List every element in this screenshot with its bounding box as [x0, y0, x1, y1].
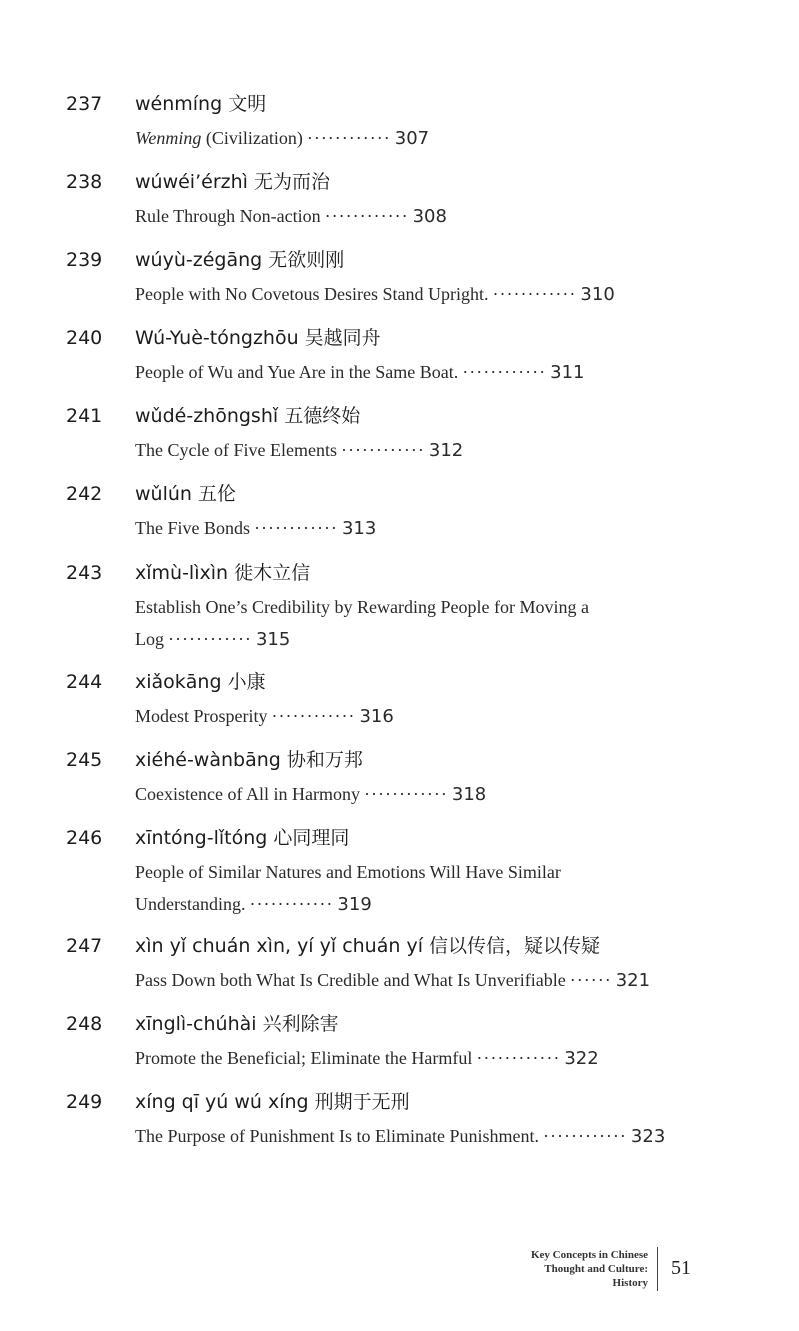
- entry-hanzi: 信以传信，疑以传疑: [429, 935, 601, 957]
- page-number: 51: [671, 1257, 691, 1279]
- dot-leader: ············: [363, 784, 448, 804]
- footer-divider: [657, 1247, 658, 1291]
- entry-page: 323: [630, 1126, 666, 1147]
- entry-heading: [135, 747, 363, 773]
- entry-number: 247: [66, 935, 103, 957]
- entry-hanzi: 协和万邦: [286, 749, 363, 771]
- entry-pinyin: wúyù-zégāng: [135, 249, 263, 271]
- dot-leader: ············: [249, 894, 334, 914]
- entry-pinyin: xiéhé-wànbāng: [135, 749, 281, 771]
- entry-page: 315: [255, 629, 291, 650]
- entry-heading: [135, 91, 266, 117]
- entry-page: 322: [564, 1048, 599, 1069]
- entry-title-italic: Wenming: [135, 128, 202, 148]
- entry-page: 308: [412, 206, 447, 227]
- entry-number: 246: [66, 827, 103, 849]
- entry-heading: [135, 169, 330, 195]
- entry-number: 249: [66, 1091, 103, 1113]
- running-footer-book-title: Key Concepts in Chinese Thought and Culture: History: [530, 1249, 648, 1289]
- entry-heading: [135, 560, 310, 586]
- entry-page: 311: [550, 362, 585, 383]
- entry-number: 242: [66, 483, 103, 505]
- entry-hanzi: 小康: [227, 671, 266, 693]
- entry-heading: [135, 325, 381, 351]
- dot-leader: ············: [542, 1126, 627, 1146]
- entry-title: Modest Prosperity ············ 316: [135, 706, 394, 727]
- entry-heading: [135, 403, 360, 429]
- entry-hanzi: 兴利除害: [262, 1013, 339, 1035]
- entry-page: 319: [337, 894, 372, 915]
- dot-leader: ············: [462, 362, 547, 382]
- dot-leader: ············: [271, 706, 356, 726]
- entry-title: Wenming (Civilization) ············ 307: [135, 128, 430, 149]
- entry-pinyin: xīntóng-lǐtóng: [135, 827, 268, 849]
- entry-page: 312: [428, 440, 464, 461]
- entry-pinyin: xìn yǐ chuán xìn, yí yǐ chuán yí: [135, 935, 423, 957]
- entry-pinyin: Wú-Yuè-tóngzhōu: [135, 327, 299, 349]
- entry-heading: [135, 1011, 339, 1037]
- entry-number: 241: [66, 405, 103, 427]
- entry-page: 310: [580, 284, 615, 305]
- entry-title: Promote the Beneficial; Eliminate the Harmful ············ 322: [135, 1048, 599, 1069]
- entry-title: The Purpose of Punishment Is to Eliminate Punishment. ············ 323: [135, 1126, 666, 1147]
- entry-pinyin: xǐmù-lìxìn: [135, 562, 229, 584]
- dot-leader: ············: [340, 440, 425, 460]
- entry-heading: [135, 825, 349, 851]
- entry-page: 313: [341, 518, 377, 539]
- entry-pinyin: wǔdé-zhōngshǐ: [135, 405, 279, 427]
- entry-hanzi: 徙木立信: [234, 562, 311, 584]
- entry-page: 307: [394, 128, 430, 149]
- entry-number: 239: [66, 249, 103, 271]
- dot-leader: ······: [569, 970, 612, 990]
- entry-pinyin: xíng qī yú wú xíng: [135, 1091, 309, 1113]
- entry-number: 240: [66, 327, 103, 349]
- entry-heading: [135, 247, 344, 273]
- entry-title: The Five Bonds ············ 313: [135, 518, 377, 539]
- entry-hanzi: 五伦: [198, 483, 237, 505]
- entry-pinyin: wǔlún: [135, 483, 192, 505]
- entry-title: People of Similar Natures and Emotions Will Have Similar Understanding. ············ 319: [135, 862, 561, 915]
- entry-title: People with No Covetous Desires Stand Upright. ············ 310: [135, 284, 615, 305]
- entry-hanzi: 无为而治: [253, 171, 330, 193]
- entry-title: People of Wu and Yue Are in the Same Boat. ············ 311: [135, 362, 585, 383]
- dot-leader: ············: [324, 206, 409, 226]
- dot-leader: ············: [168, 629, 252, 649]
- entry-title: Coexistence of All in Harmony ············ 318: [135, 784, 487, 805]
- entry-heading: [135, 1089, 410, 1115]
- entry-pinyin: xīnglì-chúhài: [135, 1013, 257, 1035]
- entry-page: 316: [359, 706, 394, 727]
- entry-heading: [135, 669, 266, 695]
- entry-heading: [135, 481, 236, 507]
- entry-heading: [135, 933, 600, 959]
- entry-title: Establish One’s Credibility by Rewarding People for Moving a Log ············ 315: [135, 597, 589, 650]
- entry-number: 238: [66, 171, 103, 193]
- entry-title: Pass Down both What Is Credible and What Is Unverifiable ······ 321: [135, 970, 651, 991]
- entry-title: The Cycle of Five Elements ············ 312: [135, 440, 464, 461]
- entry-hanzi: 五德终始: [284, 405, 361, 427]
- entry-page: 318: [451, 784, 487, 805]
- entry-title: Rule Through Non-action ············ 308: [135, 206, 447, 227]
- entry-hanzi: 文明: [228, 93, 267, 115]
- entry-pinyin: wúwéi’érzhì: [135, 171, 248, 193]
- entry-hanzi: 心同理同: [273, 827, 350, 849]
- entry-pinyin: wénmíng: [135, 93, 223, 115]
- entry-hanzi: 吴越同舟: [304, 327, 381, 349]
- entry-page: 321: [615, 970, 651, 991]
- entry-number: 248: [66, 1013, 103, 1035]
- dot-leader: ············: [254, 518, 338, 538]
- entry-hanzi: 刑期于无刑: [314, 1091, 410, 1113]
- entry-number: 245: [66, 749, 103, 771]
- dot-leader: ············: [306, 128, 391, 148]
- entry-number: 243: [66, 562, 103, 584]
- dot-leader: ············: [492, 284, 577, 304]
- entry-pinyin: xiǎokāng: [135, 671, 222, 693]
- dot-leader: ············: [476, 1048, 561, 1068]
- entry-hanzi: 无欲则刚: [268, 249, 345, 271]
- entry-number: 237: [66, 93, 103, 115]
- entry-number: 244: [66, 671, 103, 693]
